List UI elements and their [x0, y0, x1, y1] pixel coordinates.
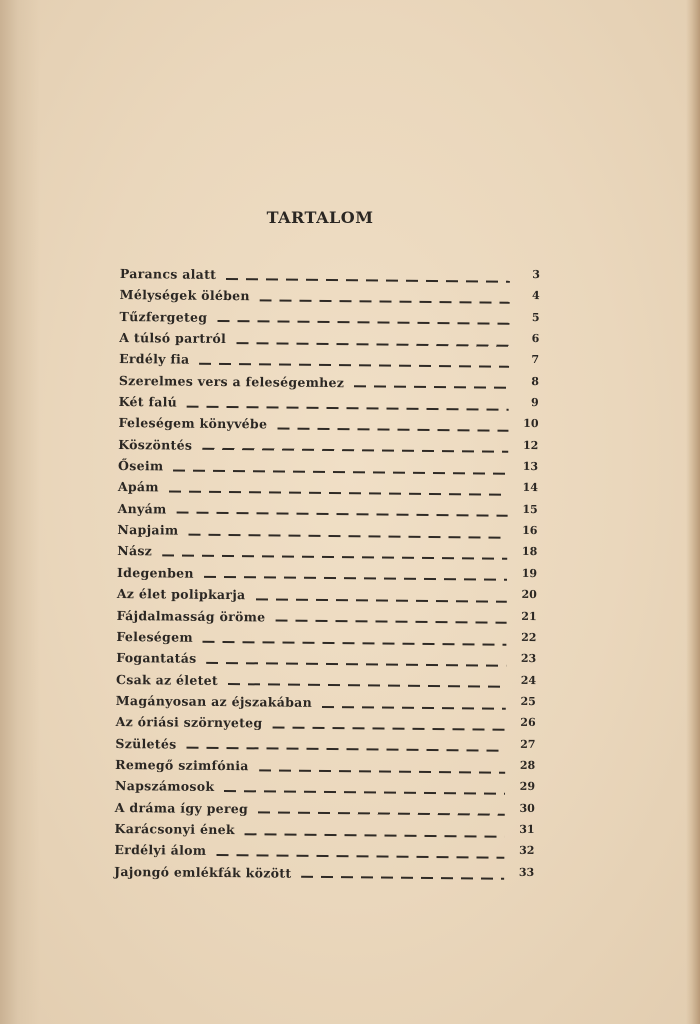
toc-entry-title: Parancs alatt — [119, 266, 217, 282]
toc-entry-title: Erdély fia — [119, 351, 190, 368]
toc-entry-page-number: 31 — [519, 822, 535, 836]
toc-leader-dashes — [275, 620, 506, 624]
toc-entry-page-number: 14 — [522, 481, 538, 495]
toc-entry-page-number: 6 — [531, 331, 540, 346]
toc-entry-title: Két falú — [118, 394, 178, 410]
table-of-contents — [114, 266, 540, 889]
toc-leader-dashes — [272, 726, 505, 730]
toc-entry-title: Mélységek ölében — [119, 287, 250, 304]
toc-entry-title: Napjaim — [117, 522, 179, 538]
toc-entry-title: Nász — [117, 543, 153, 559]
toc-entry-title: Remegő szimfónia — [115, 756, 249, 774]
toc-entry-page-number: 28 — [519, 758, 536, 772]
toc-leader-dashes — [224, 790, 505, 795]
toc-leader-dashes — [203, 640, 507, 645]
page-title: TARTALOM — [266, 208, 374, 227]
toc-entry-page-number: 4 — [532, 289, 540, 303]
toc-leader-dashes — [173, 469, 508, 474]
toc-entry-page-number: 23 — [520, 652, 537, 666]
toc-entry-page-number: 32 — [519, 844, 535, 858]
page-edge — [686, 0, 700, 1024]
toc-entry-title: Feleségem könyvébe — [118, 415, 268, 432]
toc-leader-dashes — [217, 320, 509, 325]
toc-leader-dashes — [255, 598, 506, 602]
toc-entry-title: Szerelmes vers a feleségemhez — [118, 372, 345, 390]
toc-leader-dashes — [199, 363, 509, 368]
toc-leader-dashes — [260, 299, 510, 303]
toc-entry-page-number: 22 — [521, 630, 537, 644]
toc-entry-page-number: 20 — [521, 588, 537, 602]
toc-entry-page-number: 24 — [520, 673, 537, 687]
toc-leader-dashes — [245, 833, 505, 837]
toc-leader-dashes — [169, 491, 508, 496]
toc-entry-page-number: 15 — [522, 502, 538, 516]
toc-leader-dashes — [177, 512, 508, 517]
toc-entry-page-number: 30 — [519, 801, 535, 815]
toc-entry-page-number: 5 — [531, 310, 540, 324]
toc-leader-dashes — [202, 448, 508, 453]
toc-entry-title: Az óriási szörnyeteg — [115, 714, 263, 731]
toc-entry-page-number: 25 — [520, 694, 536, 708]
toc-entry-title: Tűzfergeteg — [119, 308, 208, 325]
toc-leader-dashes — [186, 747, 505, 752]
toc-entry-page-number: 26 — [520, 716, 536, 730]
toc-leader-dashes — [204, 576, 507, 581]
toc-entry-page-number: 10 — [523, 417, 539, 431]
toc-entry-title: Karácsonyi ének — [114, 820, 235, 838]
toc-entry-page-number: 21 — [521, 609, 537, 623]
toc-entry — [114, 864, 534, 889]
toc-leader-dashes — [258, 812, 505, 816]
toc-leader-dashes — [216, 854, 504, 859]
toc-entry-page-number: 29 — [519, 780, 536, 794]
toc-entry-title: A túlsó partról — [119, 330, 227, 347]
toc-entry-title: Feleségem — [116, 628, 193, 645]
toc-leader-dashes — [228, 683, 506, 688]
toc-leader-dashes — [354, 386, 509, 389]
toc-leader-dashes — [322, 706, 506, 710]
toc-entry-page-number: 9 — [530, 396, 539, 410]
toc-entry-page-number: 16 — [522, 523, 538, 538]
toc-leader-dashes — [236, 342, 509, 347]
toc-leader-dashes — [301, 876, 504, 880]
toc-leader-dashes — [259, 769, 505, 773]
toc-entry-title: Csak az életet — [115, 671, 219, 688]
toc-entry-title: Anyám — [117, 500, 167, 517]
toc-entry-page-number: 8 — [531, 374, 539, 388]
toc-leader-dashes — [162, 555, 507, 560]
toc-entry-title: Napszámosok — [114, 778, 215, 795]
toc-entry-title: Az élet polipkarja — [116, 586, 246, 603]
binding-gutter-shadow — [0, 0, 40, 1024]
toc-entry-title: Őseim — [118, 458, 164, 474]
toc-entry-page-number: 13 — [522, 459, 539, 474]
toc-entry-title: Fogantatás — [116, 650, 197, 666]
toc-entry-page-number: 18 — [521, 545, 538, 559]
toc-entry-page-number: 19 — [521, 566, 538, 580]
toc-entry-title: Köszöntés — [118, 436, 193, 453]
toc-leader-dashes — [226, 278, 510, 283]
toc-entry-page-number: 27 — [520, 737, 536, 751]
toc-entry-title: Fájdalmasság öröme — [116, 607, 266, 624]
toc-leader-dashes — [277, 428, 508, 432]
toc-entry-page-number: 12 — [522, 438, 539, 452]
toc-entry-title: Idegenben — [116, 564, 194, 581]
toc-entry-page-number: 7 — [531, 353, 540, 367]
toc-leader-dashes — [188, 533, 507, 538]
toc-leader-dashes — [187, 405, 509, 410]
toc-entry-title: Magányosan az éjszakában — [115, 692, 313, 710]
toc-entry-title: Apám — [117, 479, 159, 495]
toc-entry-title: Születés — [115, 735, 177, 752]
toc-entry-title: A dráma így pereg — [114, 799, 249, 816]
toc-entry-page-number: 3 — [532, 267, 540, 282]
toc-entry-title: Erdélyi álom — [114, 842, 207, 859]
toc-leader-dashes — [206, 662, 506, 667]
toc-entry-title: Jajongó emlékfák között — [114, 863, 292, 881]
toc-entry-page-number: 33 — [518, 865, 535, 879]
